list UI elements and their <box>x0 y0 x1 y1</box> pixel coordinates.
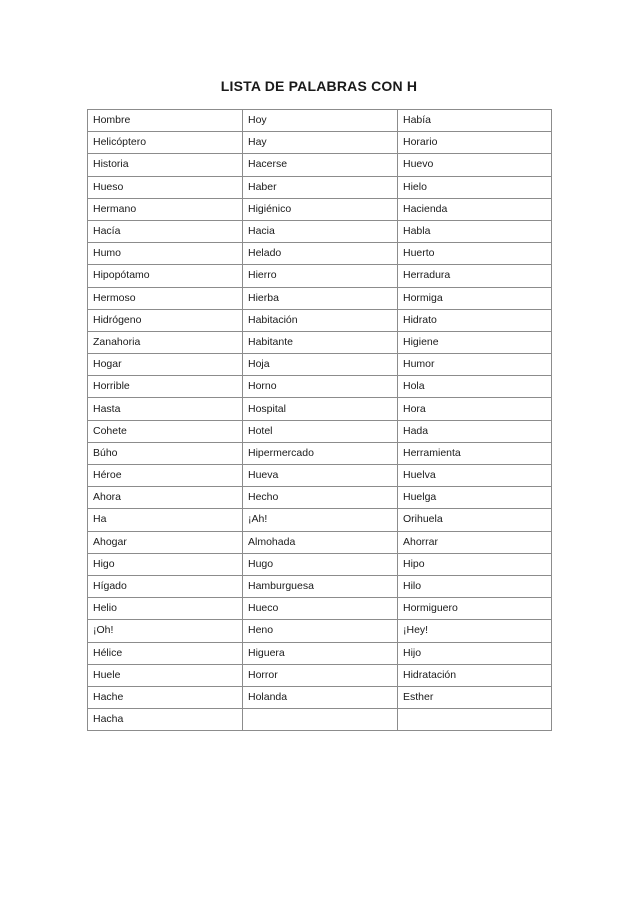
word-cell: Hola <box>398 376 552 398</box>
word-cell: Heno <box>243 620 398 642</box>
word-cell: Hotel <box>243 420 398 442</box>
word-cell: Hacienda <box>398 198 552 220</box>
word-cell: Hilo <box>398 575 552 597</box>
table-row <box>88 398 552 420</box>
word-cell: Hermano <box>88 198 243 220</box>
word-cell: Hijo <box>398 642 552 664</box>
word-cell: Hierba <box>243 287 398 309</box>
table-row <box>88 465 552 487</box>
word-cell: Huele <box>88 664 243 686</box>
word-cell: ¡Hey! <box>398 620 552 642</box>
table-row <box>88 575 552 597</box>
word-table <box>87 109 552 731</box>
word-cell: Hada <box>398 420 552 442</box>
word-cell: Hacerse <box>243 154 398 176</box>
word-cell: ¡Oh! <box>88 620 243 642</box>
page-title: LISTA DE PALABRAS CON H <box>220 78 418 94</box>
word-cell: Higiénico <box>243 198 398 220</box>
table-row <box>88 709 552 731</box>
word-cell: Hipermercado <box>243 442 398 464</box>
word-cell: Hay <box>243 132 398 154</box>
table-row <box>88 265 552 287</box>
word-cell: Helio <box>88 598 243 620</box>
word-cell: Hamburguesa <box>243 575 398 597</box>
word-cell: Hasta <box>88 398 243 420</box>
word-cell: Higuera <box>243 642 398 664</box>
table-row <box>88 287 552 309</box>
table-row <box>88 220 552 242</box>
table-row <box>88 176 552 198</box>
word-cell: Hecho <box>243 487 398 509</box>
word-cell: ¡Ah! <box>243 509 398 531</box>
word-cell: Huevo <box>398 154 552 176</box>
word-cell: Hora <box>398 398 552 420</box>
table-row <box>88 420 552 442</box>
word-cell: Orihuela <box>398 509 552 531</box>
table-row <box>88 198 552 220</box>
word-cell: Hache <box>88 686 243 708</box>
word-cell: Hígado <box>88 575 243 597</box>
word-cell: Hidratación <box>398 664 552 686</box>
table-row <box>88 686 552 708</box>
word-cell: Cohete <box>88 420 243 442</box>
word-cell: Horario <box>398 132 552 154</box>
word-cell: Zanahoria <box>88 331 243 353</box>
word-cell: Herramienta <box>398 442 552 464</box>
table-row <box>88 642 552 664</box>
word-cell: Habla <box>398 220 552 242</box>
word-cell <box>243 709 398 731</box>
word-cell: Búho <box>88 442 243 464</box>
word-cell: Hacia <box>243 220 398 242</box>
word-cell: Habitante <box>243 331 398 353</box>
table-row <box>88 553 552 575</box>
word-cell: Haber <box>243 176 398 198</box>
word-cell: Hueva <box>243 465 398 487</box>
word-cell: Humo <box>88 243 243 265</box>
word-cell: Hidrato <box>398 309 552 331</box>
table-row <box>88 598 552 620</box>
word-cell: Hospital <box>243 398 398 420</box>
word-cell: Hueso <box>88 176 243 198</box>
word-cell: Hipopótamo <box>88 265 243 287</box>
word-cell: Hidrógeno <box>88 309 243 331</box>
word-cell: Hélice <box>88 642 243 664</box>
word-cell: Holanda <box>243 686 398 708</box>
word-cell: Horno <box>243 376 398 398</box>
word-cell: Horror <box>243 664 398 686</box>
word-cell: Ahora <box>88 487 243 509</box>
word-cell: Hacía <box>88 220 243 242</box>
word-cell: Hoja <box>243 354 398 376</box>
word-cell: Huelva <box>398 465 552 487</box>
word-cell: Habitación <box>243 309 398 331</box>
word-cell: Hoy <box>243 110 398 132</box>
word-cell: Hogar <box>88 354 243 376</box>
word-cell: Héroe <box>88 465 243 487</box>
word-cell: Ahorrar <box>398 531 552 553</box>
word-cell: Higo <box>88 553 243 575</box>
word-cell: Hacha <box>88 709 243 731</box>
word-cell: Helicóptero <box>88 132 243 154</box>
word-cell: Huelga <box>398 487 552 509</box>
word-cell: Hierro <box>243 265 398 287</box>
word-table-body <box>88 110 552 731</box>
word-cell: Hielo <box>398 176 552 198</box>
word-cell: Hormiga <box>398 287 552 309</box>
table-row <box>88 376 552 398</box>
word-cell: Herradura <box>398 265 552 287</box>
table-row <box>88 442 552 464</box>
table-row <box>88 664 552 686</box>
table-row <box>88 110 552 132</box>
word-cell: Hueco <box>243 598 398 620</box>
word-cell: Esther <box>398 686 552 708</box>
table-row <box>88 132 552 154</box>
word-cell: Helado <box>243 243 398 265</box>
table-row <box>88 487 552 509</box>
word-cell: Huerto <box>398 243 552 265</box>
word-cell: Hermoso <box>88 287 243 309</box>
word-cell: Almohada <box>243 531 398 553</box>
table-row <box>88 154 552 176</box>
word-cell: Ahogar <box>88 531 243 553</box>
word-cell: Hombre <box>88 110 243 132</box>
word-cell: Hugo <box>243 553 398 575</box>
word-cell: Horrible <box>88 376 243 398</box>
table-row <box>88 620 552 642</box>
table-row <box>88 243 552 265</box>
word-cell <box>398 709 552 731</box>
word-cell: Hipo <box>398 553 552 575</box>
table-row <box>88 531 552 553</box>
table-row <box>88 331 552 353</box>
word-cell: Higiene <box>398 331 552 353</box>
word-cell: Ha <box>88 509 243 531</box>
table-row <box>88 309 552 331</box>
table-row <box>88 509 552 531</box>
word-cell: Humor <box>398 354 552 376</box>
word-cell: Hormiguero <box>398 598 552 620</box>
table-row <box>88 354 552 376</box>
word-cell: Historia <box>88 154 243 176</box>
word-cell: Había <box>398 110 552 132</box>
